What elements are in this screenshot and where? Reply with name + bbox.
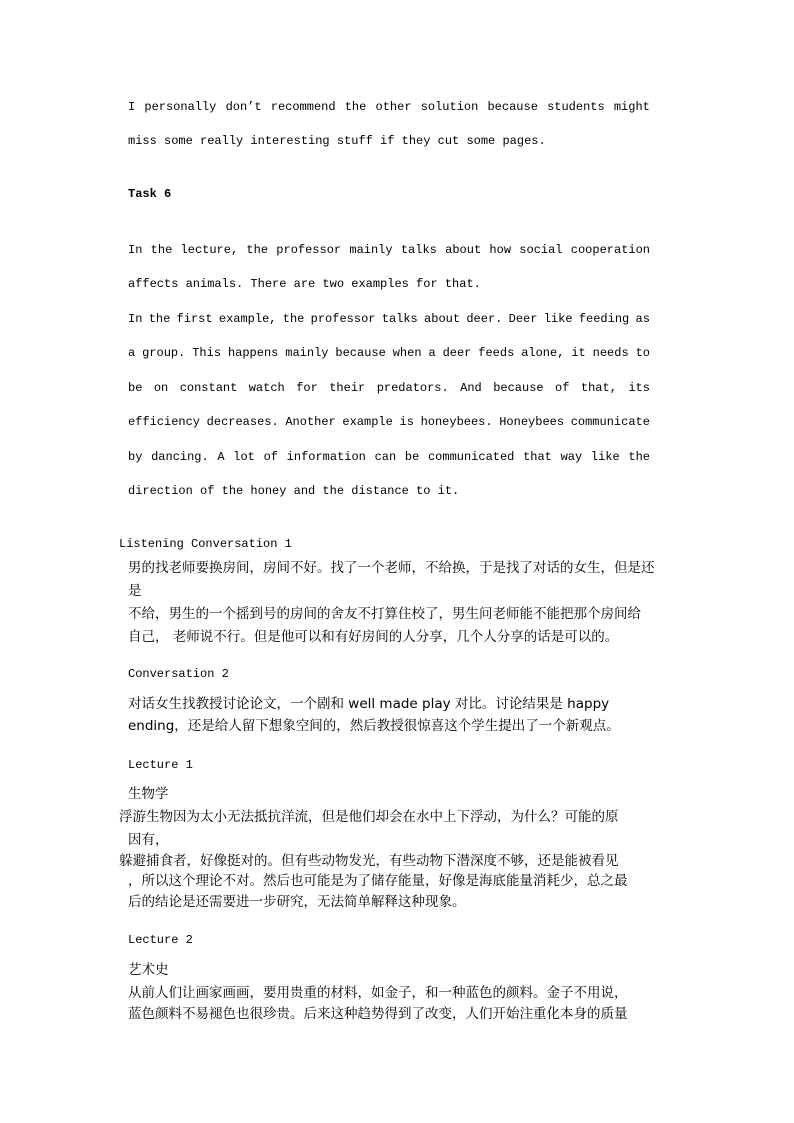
word: a	[128, 346, 136, 360]
lecture1-line-2: 因有，	[128, 832, 169, 848]
word: professor	[310, 312, 376, 326]
word: the	[282, 312, 305, 326]
word: feeding	[578, 312, 630, 326]
word: decreases.	[206, 415, 279, 429]
word: cooperation	[570, 243, 650, 257]
word: deer.	[466, 312, 503, 326]
word: about	[424, 312, 461, 326]
word: other	[375, 100, 412, 114]
word: don’t	[225, 100, 262, 114]
word: its	[628, 381, 650, 395]
word: that	[523, 450, 552, 464]
word: In	[128, 312, 143, 326]
word: their	[329, 381, 366, 395]
word: the	[246, 243, 269, 257]
lecture1-line-5: 后的结论是还需要进一步研究，无法简单解释这种现象。	[128, 894, 466, 910]
conversation1-line-2: 是	[128, 583, 142, 599]
word: lecture,	[180, 243, 239, 257]
word: mainly	[285, 346, 329, 360]
word: of	[555, 381, 570, 395]
word: be	[404, 450, 420, 464]
word: talks	[400, 243, 437, 257]
word: of	[263, 450, 278, 464]
lecture1-heading: Lecture 1	[128, 758, 193, 772]
word: that,	[580, 381, 617, 395]
word: personally	[144, 100, 217, 114]
word: when	[392, 346, 422, 360]
word: the	[628, 450, 650, 464]
word: can	[374, 450, 397, 464]
word: happens	[227, 346, 279, 360]
word: group.	[142, 346, 186, 360]
word: because	[487, 100, 538, 114]
word: Another	[285, 415, 336, 429]
word: feeds	[478, 346, 515, 360]
word: example	[342, 415, 393, 429]
lecture1-line-4: ，所以这个理论不对。然后也可能是为了储存能量，好像是海底能量消耗少，总之最	[128, 873, 628, 889]
conversation2-line-2: ending，还是给人留下想象空间的，然后教授很惊喜这个学生提出了一个新观点。	[128, 718, 620, 734]
conversation1-line-3: 不给，男生的一个摇到号的房间的舍友不打算住校了，男生问老师能不能把那个房间给	[128, 606, 641, 622]
word: This	[192, 346, 222, 360]
task6-line-2: affects animals. There are two examples for that.	[128, 277, 481, 291]
word: honeybees.	[420, 415, 493, 429]
task5-line-1	[128, 100, 650, 114]
conversation1-heading: Listening Conversation 1	[119, 537, 292, 551]
word: Honeybees	[499, 415, 565, 429]
lecture1-line-1: 浮游生物因为太小无法抵抗洋流，但是他们却会在水中上下浮动，为什么？可能的原	[119, 809, 619, 825]
word: on	[153, 381, 169, 395]
task6-line-7	[128, 450, 650, 464]
word: A	[217, 450, 225, 464]
lecture1-subject: 生物学	[128, 786, 169, 802]
word: because	[335, 346, 386, 360]
word: the	[150, 243, 173, 257]
word: by	[128, 450, 143, 464]
lecture2-heading: Lecture 2	[128, 933, 193, 947]
word: way	[560, 450, 583, 464]
task6-line-5	[128, 381, 650, 395]
conversation2-heading: Conversation 2	[128, 667, 229, 681]
word: the	[344, 100, 367, 114]
word: predators.	[376, 381, 449, 395]
word: be	[128, 381, 143, 395]
lecture2-line-2: 蓝色颜料不易褪色也很珍贵。后来这种趋势得到了改变，人们开始注重化本身的质量	[128, 1006, 628, 1022]
word: And	[460, 381, 482, 395]
word: about	[445, 243, 482, 257]
word: like	[543, 312, 573, 326]
word: for	[296, 381, 318, 395]
word: a	[428, 346, 436, 360]
lecture1-line-3: 躲避捕食者，好像挺对的。但有些动物发光，有些动物下潜深度不够，还是能被看见	[119, 853, 619, 869]
word: like	[590, 450, 620, 464]
word: it	[571, 346, 586, 360]
task6-line-3	[128, 312, 650, 326]
word: Deer	[508, 312, 538, 326]
word: alone,	[521, 346, 565, 360]
word: talks	[381, 312, 418, 326]
word: In	[128, 243, 143, 257]
lecture2-line-1: 从前人们让画家画画，要用贵重的材料，如金子，和一种蓝色的颜料。金子不用说，	[128, 985, 628, 1001]
task6-line-1	[128, 243, 650, 257]
conversation1-line-4: 自己， 老师说不行。但是他可以和有好房间的人分享，几个人分享的话是可以的。	[128, 629, 619, 645]
word: is	[399, 415, 414, 429]
word: I	[128, 100, 136, 114]
word: solution	[420, 100, 479, 114]
word: needs	[592, 346, 629, 360]
task6-heading: Task 6	[128, 187, 172, 201]
word: constant	[179, 381, 238, 395]
task6-line-6	[128, 415, 650, 429]
word: might	[613, 100, 650, 114]
word: the	[148, 312, 171, 326]
lecture2-subject: 艺术史	[128, 962, 169, 978]
word: communicated	[427, 450, 515, 464]
conversation1-line-1: 男的找老师要换房间，房间不好。找了一个老师，不给换，于是找了对话的女生，但是还	[128, 560, 655, 576]
word: efficiency	[128, 415, 201, 429]
word: dancing.	[151, 450, 209, 464]
word: watch	[248, 381, 285, 395]
word: as	[635, 312, 650, 326]
task5-line-2: miss some really interesting stuff if they cut some pages.	[128, 134, 546, 148]
word: professor	[276, 243, 342, 257]
word: example,	[218, 312, 277, 326]
word: how	[489, 243, 512, 257]
word: students	[547, 100, 605, 114]
word: to	[635, 346, 650, 360]
task6-line-8: direction of the honey and the distance to it.	[128, 484, 460, 498]
word: social	[519, 243, 563, 257]
conversation2-line-1: 对话女生找教授讨论论文，一个剧和 well made play 对比。讨论结果是 happy	[128, 696, 610, 712]
word: communicate	[570, 415, 650, 429]
word: mainly	[349, 243, 393, 257]
word: deer	[442, 346, 472, 360]
word: recommend	[270, 100, 336, 114]
word: because	[493, 381, 544, 395]
word: first	[176, 312, 213, 326]
word: lot	[233, 450, 255, 464]
word: information	[286, 450, 366, 464]
task6-line-4	[128, 346, 650, 360]
